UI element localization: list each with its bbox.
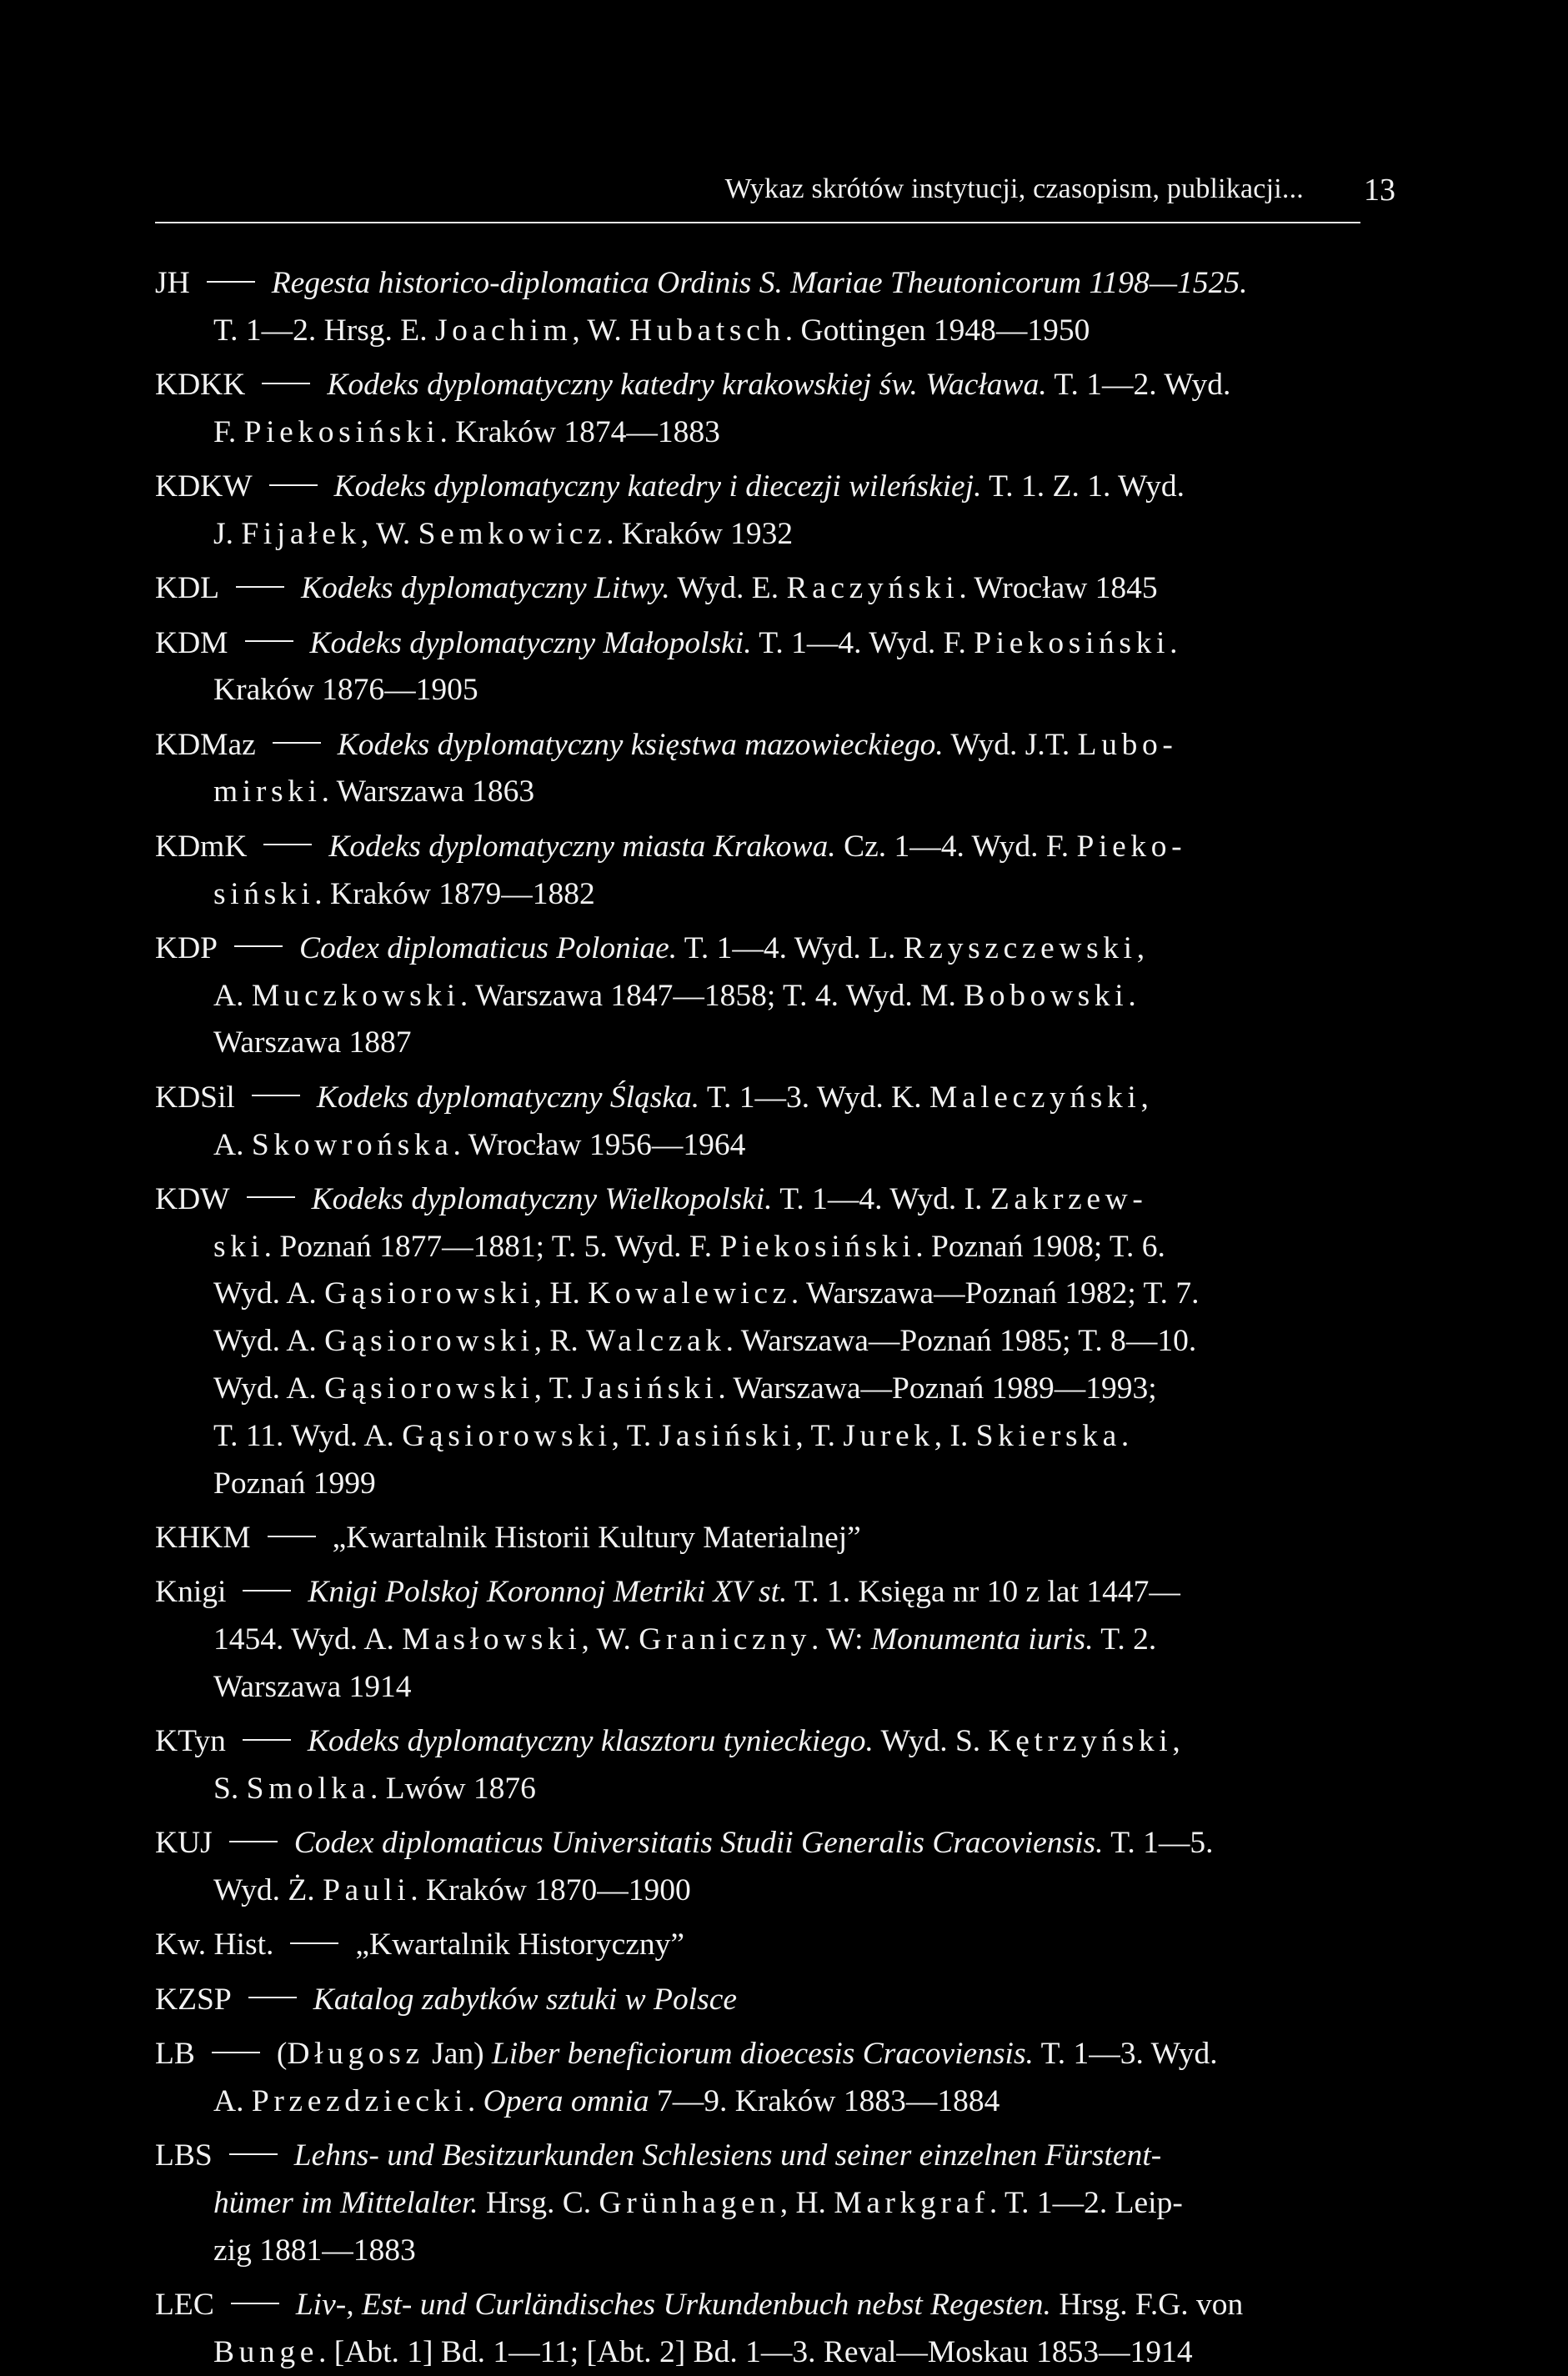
abbreviation-list (155, 260, 1405, 2376)
entry-text: T. 1—3. Wyd. A. (213, 2036, 1218, 2118)
entry-person-name: Skowrońska (251, 1127, 453, 1162)
abbreviation-entry (155, 1515, 1405, 1562)
entry-text: , W. (572, 313, 630, 348)
entry-title-italic: Liv-, Est- und Curländisches Urkundenbuch nebst Regesten. (295, 2287, 1051, 2322)
em-dash-separator (247, 1196, 295, 1198)
entry-text: , A. (213, 930, 1145, 1013)
entry-title-italic: Codex diplomaticus Poloniae. (299, 930, 678, 965)
em-dash-separator (243, 1590, 291, 1592)
entry-person-name: Kętrzyński (988, 1724, 1173, 1759)
entry-text: . Poznań 1877—1881; T. 5. Wyd. F. (263, 1229, 720, 1264)
entry-person-name: Masłowski (402, 1622, 582, 1657)
entry-person-name: Lubo- mirski (213, 727, 1178, 810)
entry-text: Wyd. S. (873, 1724, 989, 1759)
entry-text: Hrsg. C. (478, 2185, 599, 2220)
entry-text: . W: (811, 1622, 871, 1657)
entry-text: Jan) (423, 2036, 493, 2071)
entry-person-name: Jurek (843, 1418, 934, 1453)
entry-text: . [Abt. 1] Bd. 1—11; [Abt. 2] Bd. 1—3. Reval—Moskau 1853—1914 (318, 2334, 1193, 2369)
entry-text: T. 1—3. Wyd. K. (699, 1080, 929, 1115)
entry-person-name: Gąsiorowski (324, 1276, 534, 1311)
entry-abbreviation: KDW (155, 1181, 230, 1216)
entry-title-italic: Kodeks dyplomatyczny Śląska. (316, 1080, 700, 1115)
abbreviation-entry (155, 2282, 1405, 2376)
abbreviation-entry (155, 2031, 1405, 2126)
entry-person-name: Piekosiński (719, 1229, 916, 1264)
entry-person-name: Bunge (213, 2334, 319, 2369)
entry-person-name: Walczak (586, 1324, 726, 1359)
entry-person-name: Gąsiorowski (324, 1324, 534, 1359)
entry-abbreviation: JH (155, 266, 190, 300)
entry-text: . Gottingen 1948—1950 (784, 313, 1090, 348)
entry-text: „Kwartalnik Historii Kultury Materialnej” (332, 1520, 861, 1555)
entry-title-italic: Kodeks dyplomatyczny Małopolski. (309, 625, 752, 660)
running-header (155, 173, 1395, 215)
entry-abbreviation: LBS (155, 2138, 213, 2173)
entry-text: , T. (795, 1418, 844, 1453)
page-number: 13 (1364, 173, 1395, 208)
entry-abbreviation: LEC (155, 2287, 214, 2322)
abbreviation-entry (155, 464, 1405, 559)
running-header-title: Wykaz skrótów instytucji, czasopism, publikacji... (724, 173, 1304, 204)
entry-abbreviation: KDP (155, 930, 218, 965)
abbreviation-entry (155, 565, 1405, 613)
entry-title-italic: Kodeks dyplomatyczny katedry krakowskiej św. Wacława. (327, 368, 1047, 403)
em-dash-separator (243, 1739, 291, 1741)
entry-text: . Kraków 1874—1883 (439, 414, 720, 449)
entry-text: 7—9. Kraków 1883—1884 (649, 2083, 1000, 2118)
em-dash-separator (236, 586, 284, 588)
entry-title-italic: Kodeks dyplomatyczny miasta Krakowa. (328, 829, 836, 864)
em-dash-separator (263, 844, 312, 845)
entry-text: , I. (934, 1418, 976, 1453)
entry-text: , T. (611, 1418, 659, 1453)
abbreviation-entry (155, 260, 1405, 355)
entry-person-name: Raczyński (786, 571, 959, 606)
entry-text: T. 2. Warszawa 1914 (213, 1622, 1157, 1704)
entry-title-italic: Monumenta iuris. (870, 1622, 1094, 1657)
entry-person-name: Kowalewicz (588, 1276, 791, 1311)
entry-person-name: Piekosiński (243, 414, 440, 449)
entry-text: . Wrocław 1956—1964 (453, 1127, 746, 1162)
entry-person-name: Smolka (246, 1771, 370, 1806)
em-dash-separator (269, 484, 318, 486)
entry-text: T. 1—2. Hrsg. E. (213, 313, 428, 348)
entry-person-name: Gąsiorowski (324, 1371, 534, 1406)
abbreviation-entry (155, 1820, 1405, 1915)
entry-abbreviation: KDKW (155, 469, 253, 504)
em-dash-separator (207, 281, 255, 283)
entry-person-name: Maleczyński (929, 1080, 1141, 1115)
entry-text: . Kraków 1870—1900 (410, 1873, 691, 1907)
entry-person-name: Przezdziecki (251, 2083, 468, 2118)
abbreviation-entry (155, 1075, 1405, 1170)
entry-text: T. 1. Z. 1. Wyd. J. (213, 469, 1185, 551)
entry-person-name: Markgraf (834, 2185, 989, 2220)
entry-text: . Wrocław 1845 (959, 571, 1158, 606)
entry-abbreviation: Knigi (155, 1575, 227, 1610)
em-dash-separator (262, 383, 310, 384)
em-dash-separator (273, 742, 321, 744)
em-dash-separator (268, 1536, 316, 1537)
entry-abbreviation: KDSil (155, 1080, 235, 1115)
entry-text: ( (276, 2036, 288, 2071)
entry-title-italic: Opera omnia (483, 2083, 649, 2118)
entry-person-name: Jasiński (659, 1418, 796, 1453)
em-dash-separator (248, 1997, 297, 1998)
entry-text: . Warszawa—Poznań 1985; T. 8—10. Wyd. A. (213, 1324, 1197, 1406)
em-dash-separator (290, 1942, 338, 1944)
entry-text: T. 1—4. Wyd. L. (677, 930, 904, 965)
entry-title-italic: Liber beneficiorum dioecesis Cracoviensis. (492, 2036, 1034, 2071)
entry-person-name: Graniczny (639, 1622, 812, 1657)
entry-title-italic: Kodeks dyplomatyczny Litwy. (301, 571, 670, 606)
entry-text: . Poznań 1908; T. 6. Wyd. A. (213, 1229, 1165, 1311)
entry-text: T. 1—5. Wyd. Ż. (213, 1826, 1214, 1907)
entry-person-name: Zakrzew- ski (213, 1181, 1148, 1264)
entry-text: , R. (534, 1324, 587, 1359)
abbreviation-entry (155, 1569, 1405, 1711)
entry-person-name: Fijałek (241, 516, 361, 551)
entry-abbreviation: Kw. Hist. (155, 1927, 274, 1962)
em-dash-separator (229, 1841, 278, 1842)
entry-person-name: Rzyszczewski (903, 930, 1137, 965)
em-dash-separator (234, 945, 283, 947)
entry-abbreviation: KTyn (155, 1724, 226, 1759)
entry-abbreviation: KDmK (155, 829, 248, 864)
entry-text: Wyd. E. (669, 571, 787, 606)
entry-title-italic: Regesta historico-diplomatica Ordinis S. Mariae Theutonicorum 1198—1525. (271, 266, 1248, 300)
entry-text: „Kwartalnik Historyczny” (355, 1927, 685, 1962)
entry-person-name: Jasiński (581, 1371, 719, 1406)
entry-text: Cz. 1—4. Wyd. F. (835, 829, 1077, 864)
entry-abbreviation: KDKK (155, 368, 246, 403)
entry-title-italic: Codex diplomaticus Universitatis Studii Generalis Cracoviensis. (293, 1826, 1104, 1861)
entry-text: , A. (213, 1080, 1149, 1162)
abbreviation-entry (155, 1176, 1405, 1508)
entry-title-italic: Kodeks dyplomatyczny księstwa mazowieckiego. (337, 727, 944, 762)
em-dash-separator (245, 640, 293, 642)
entry-person-name: Joachim (434, 313, 573, 348)
entry-text: Wyd. J.T. (943, 727, 1078, 762)
entry-abbreviation: KZSP (155, 1982, 232, 2017)
entry-person-name: Skierska (975, 1418, 1121, 1453)
entry-title-italic: Lehns- und Besitzurkunden Schlesiens und seiner einzelnen Fürstent- hümer im Mittelalter. (213, 2138, 1162, 2220)
entry-abbreviation: KDM (155, 625, 228, 660)
em-dash-separator (231, 2303, 279, 2304)
entry-text: . T. 1—2. Leip- zig 1881—1883 (213, 2185, 1183, 2268)
entry-text: , H. (534, 1276, 589, 1311)
abbreviation-entry (155, 362, 1405, 457)
entry-text: . Warszawa—Poznań 1989—1993; T. 11. Wyd. A. (213, 1371, 1157, 1453)
entry-person-name: Piekosiński (974, 625, 1170, 660)
header-rule (155, 222, 1360, 223)
entry-person-name: Bobowski (964, 978, 1129, 1013)
entry-title-italic: Knigi Polskoj Koronnoj Metriki XV st. (308, 1575, 788, 1610)
entry-text: . Poznań 1999 (213, 1418, 1130, 1501)
entry-text: . Warszawa 1863 (321, 774, 535, 810)
entry-person-name: Pauli (323, 1873, 411, 1907)
em-dash-separator (229, 2153, 278, 2155)
abbreviation-entry (155, 620, 1405, 715)
entry-person-name: Długosz (287, 2036, 424, 2071)
entry-text: . Lwów 1876 (369, 1771, 536, 1806)
entry-text: , W. (360, 516, 418, 551)
entry-title-italic: Kodeks dyplomatyczny katedry i diecezji wileńskiej. (333, 469, 982, 504)
entry-abbreviation: LB (155, 2036, 195, 2071)
entry-person-name: Grünhagen (599, 2185, 780, 2220)
entry-text: , W. (581, 1622, 639, 1657)
abbreviation-entry (155, 1922, 1405, 1969)
entry-text: , H. (779, 2185, 834, 2220)
entry-text: T. 1—4. Wyd. I. (772, 1181, 990, 1216)
entry-text: T. 1—4. Wyd. F. (751, 625, 974, 660)
entry-title-italic: Kodeks dyplomatyczny Wielkopolski. (311, 1181, 773, 1216)
entry-person-name: Semkowicz (418, 516, 607, 551)
abbreviation-entry (155, 824, 1405, 919)
abbreviation-entry (155, 2133, 1405, 2274)
entry-text: . Warszawa—Poznań 1982; T. 7. Wyd. A. (213, 1276, 1200, 1359)
entry-title-italic: Kodeks dyplomatyczny klasztoru tynieckiego. (307, 1724, 874, 1759)
entry-abbreviation: KHKM (155, 1520, 251, 1555)
abbreviation-entry (155, 722, 1405, 817)
entry-text: . Kraków 1879—1882 (314, 876, 595, 911)
abbreviation-entry (155, 1977, 1405, 2024)
entry-person-name: Gąsiorowski (402, 1418, 612, 1453)
abbreviation-entry (155, 1718, 1405, 1813)
entry-abbreviation: KDL (155, 571, 220, 606)
entry-abbreviation: KUJ (155, 1826, 213, 1861)
entry-person-name: Hubatsch (629, 313, 785, 348)
entry-text: , T. (534, 1371, 582, 1406)
entry-abbreviation: KDMaz (155, 727, 256, 762)
em-dash-separator (252, 1095, 300, 1096)
entry-person-name: Muczkowski (251, 978, 460, 1013)
entry-text: . Warszawa 1887 (213, 978, 1136, 1060)
abbreviation-entry (155, 925, 1405, 1067)
entry-text: . Kraków 1876—1905 (213, 625, 1178, 708)
entry-person-name: Pieko- siński (213, 829, 1187, 911)
em-dash-separator (212, 2052, 260, 2053)
entry-text: T. 1—2. Wyd. F. (213, 368, 1231, 449)
entry-title-italic: Katalog zabytków sztuki w Polsce (313, 1982, 738, 2017)
entry-text: Hrsg. F.G. von (1059, 2287, 1244, 2322)
entry-text: . Kraków 1932 (606, 516, 794, 551)
entry-text: , S. (213, 1724, 1180, 1806)
entry-text: T. 1. Księga nr 10 z lat 1447— 1454. Wyd. A. (213, 1575, 1180, 1657)
entry-text: . Warszawa 1847—1858; T. 4. Wyd. M. (459, 978, 964, 1013)
entry-text: . (467, 2083, 483, 2118)
